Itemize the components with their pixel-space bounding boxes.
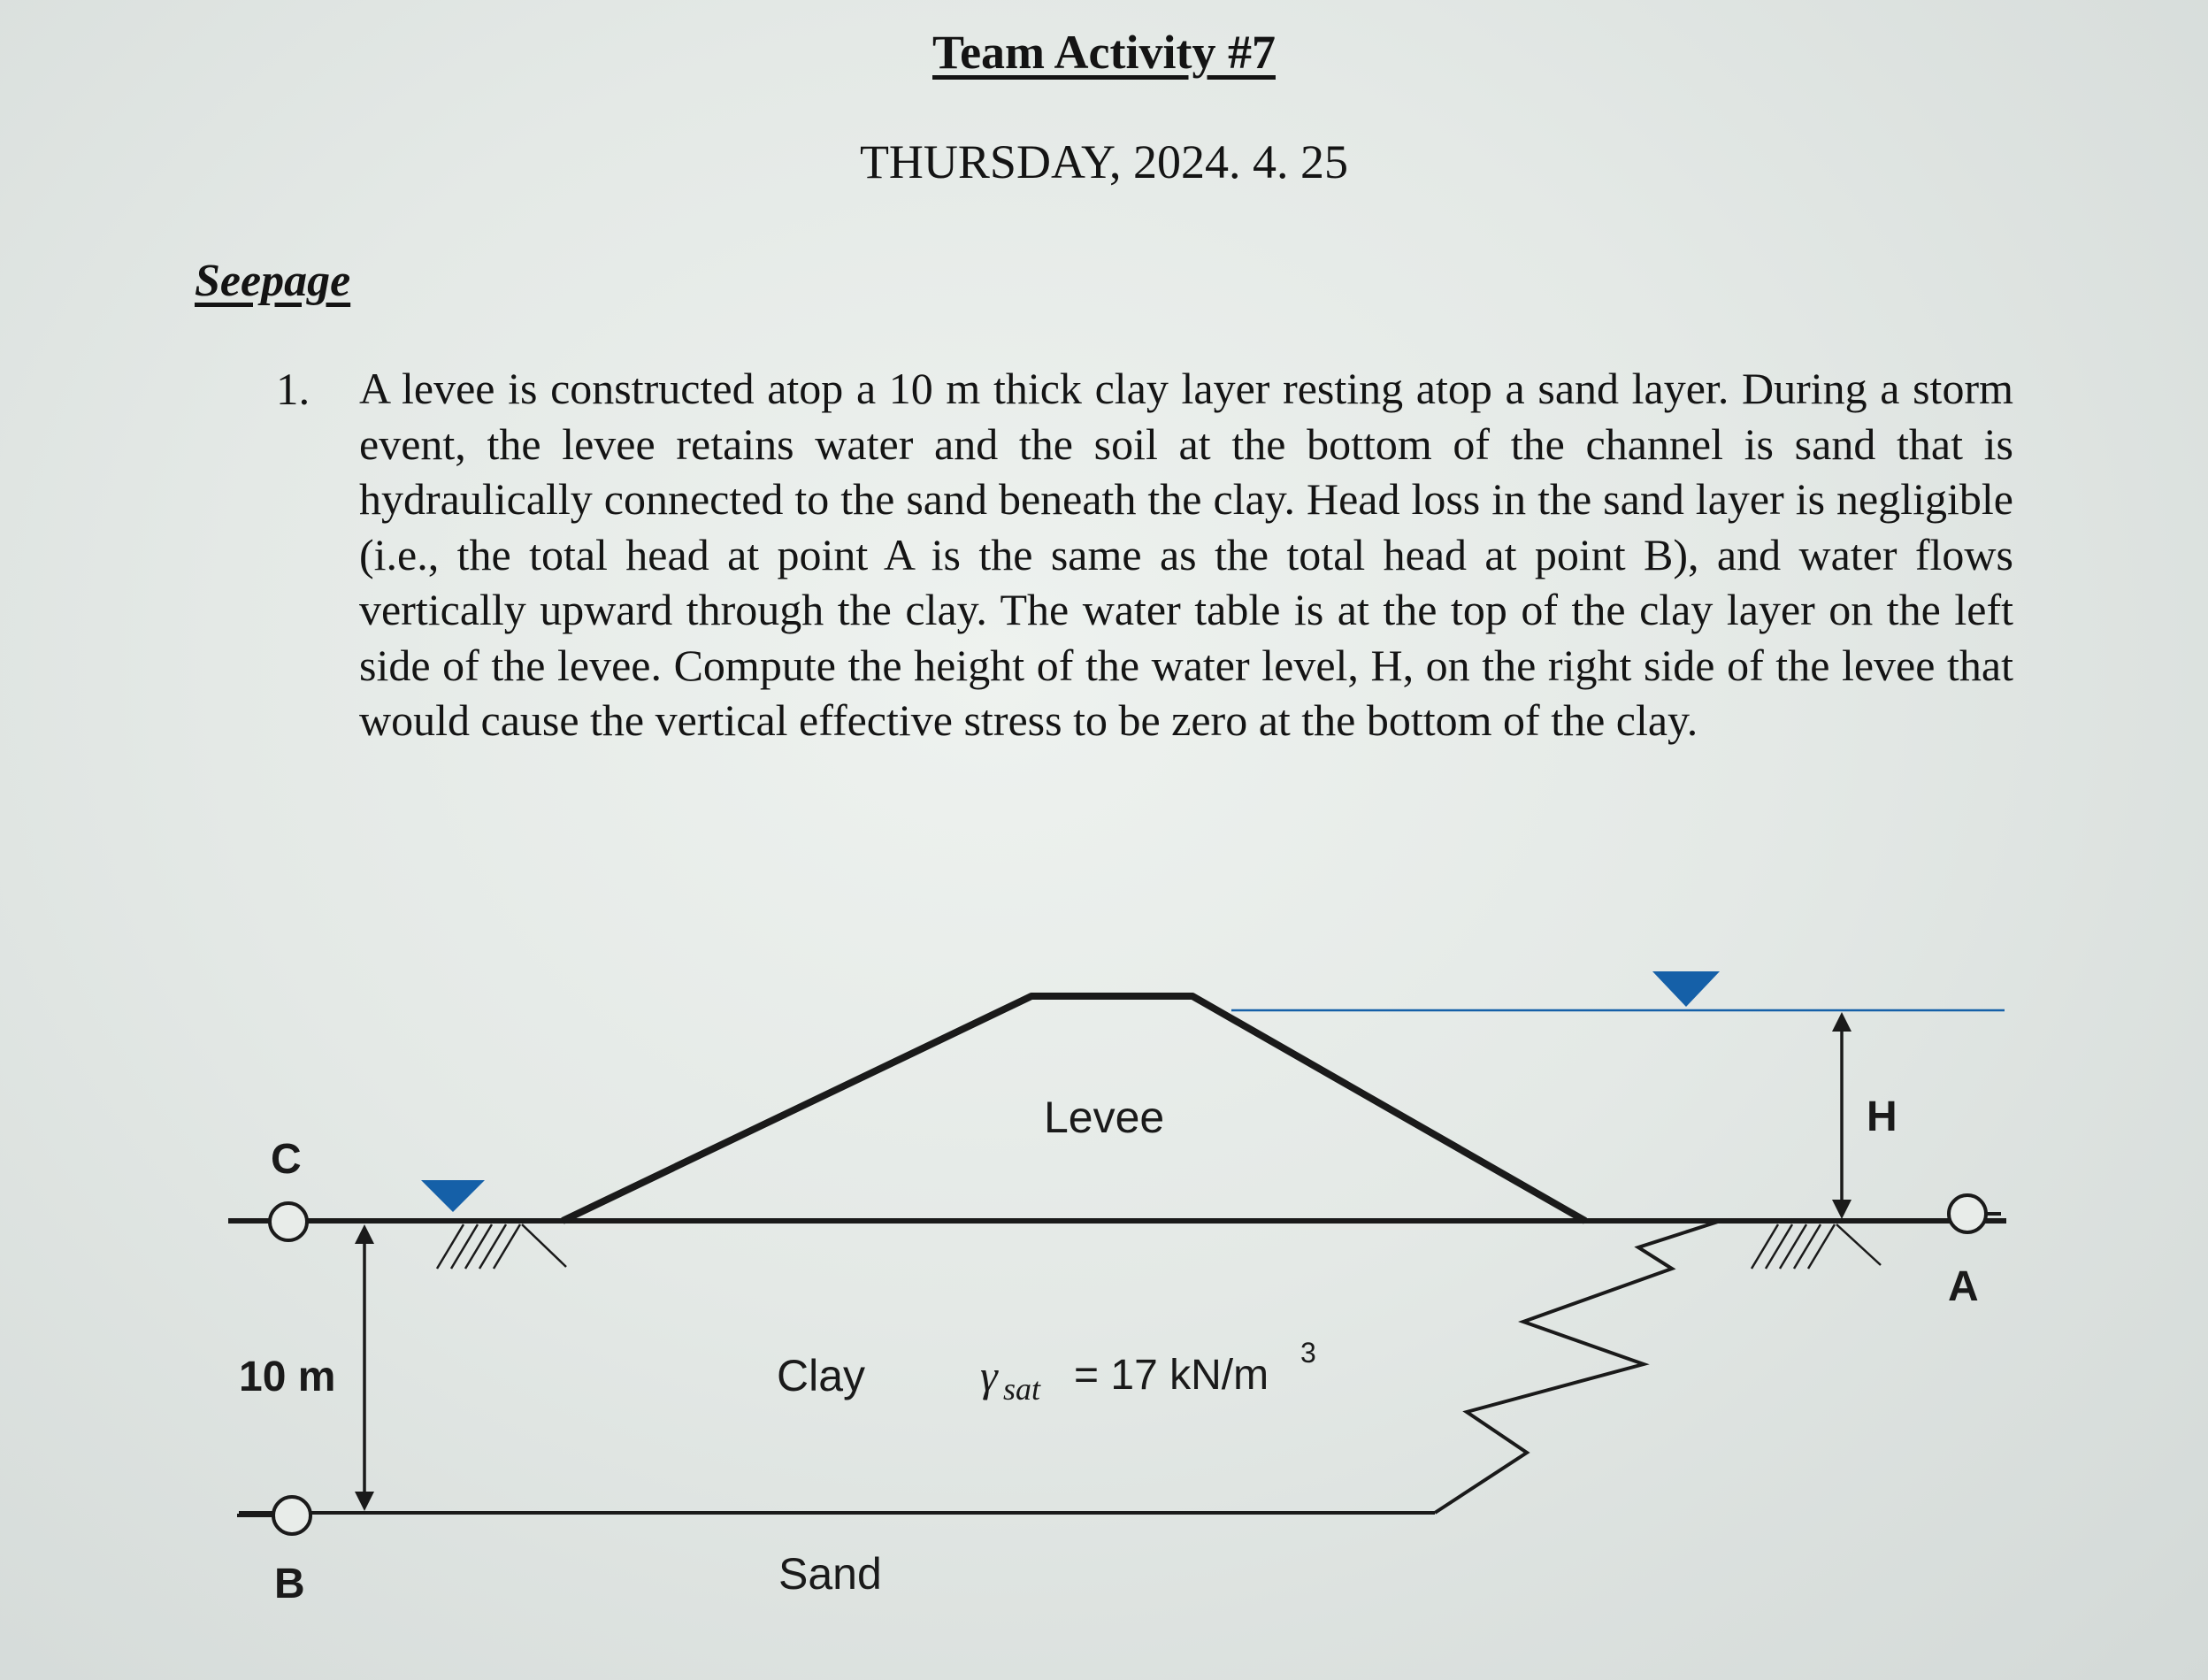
point-c-marker [239,1203,307,1240]
clay-label: Clay [777,1351,866,1400]
height-dimension-arrow [1832,1012,1852,1219]
point-b-label: B [274,1561,305,1607]
thickness-label: 10 m [239,1354,336,1400]
page-title: Team Activity #7 [932,26,1276,79]
height-label: H [1867,1093,1898,1140]
date-line: THURSDAY, 2024. 4. 25 [859,135,1349,188]
point-b-marker [237,1497,310,1534]
question-text: A levee is constructed atop a 10 m thick clay layer resting atop a sand layer. During a storm event, the levee retains water and the soil at the bottom of the channel is sand that is hydraulically connected to the sand beneath the clay. Head loss in the sand layer is negligible (i.e., the total head at point A is the same as the total head at point B), and water flows vertically upward through the clay. The water table is at the top of the clay layer on the left side of the levee. Compute the height of the water level, H, on the right side of the levee that would cause the vertical effective stress to be zero at the bottom of the clay. [359,364,2013,745]
water-table-marker-right [1652,971,1720,1007]
gamma-exponent: 3 [1300,1337,1316,1369]
ground-hatch-right [1752,1224,1881,1269]
point-a-marker [1949,1195,2001,1232]
sand-label: Sand [778,1549,882,1599]
section-heading: Seepage [195,256,351,306]
section-break-line [1435,1221,1721,1513]
thickness-dimension-arrow [355,1224,374,1511]
unit-weight-expression [980,1337,1316,1407]
gamma-value: = 17 kN/m [1074,1352,1269,1399]
point-c-label: C [271,1136,302,1183]
point-a-label: A [1948,1263,1979,1310]
question-number: 1. [276,365,310,415]
gamma-subscript: sat [1003,1371,1041,1407]
water-table-marker-left [421,1180,485,1212]
levee-label: Levee [1044,1093,1165,1142]
ground-hatch-left [437,1224,566,1269]
gamma-symbol: γ [980,1351,998,1400]
